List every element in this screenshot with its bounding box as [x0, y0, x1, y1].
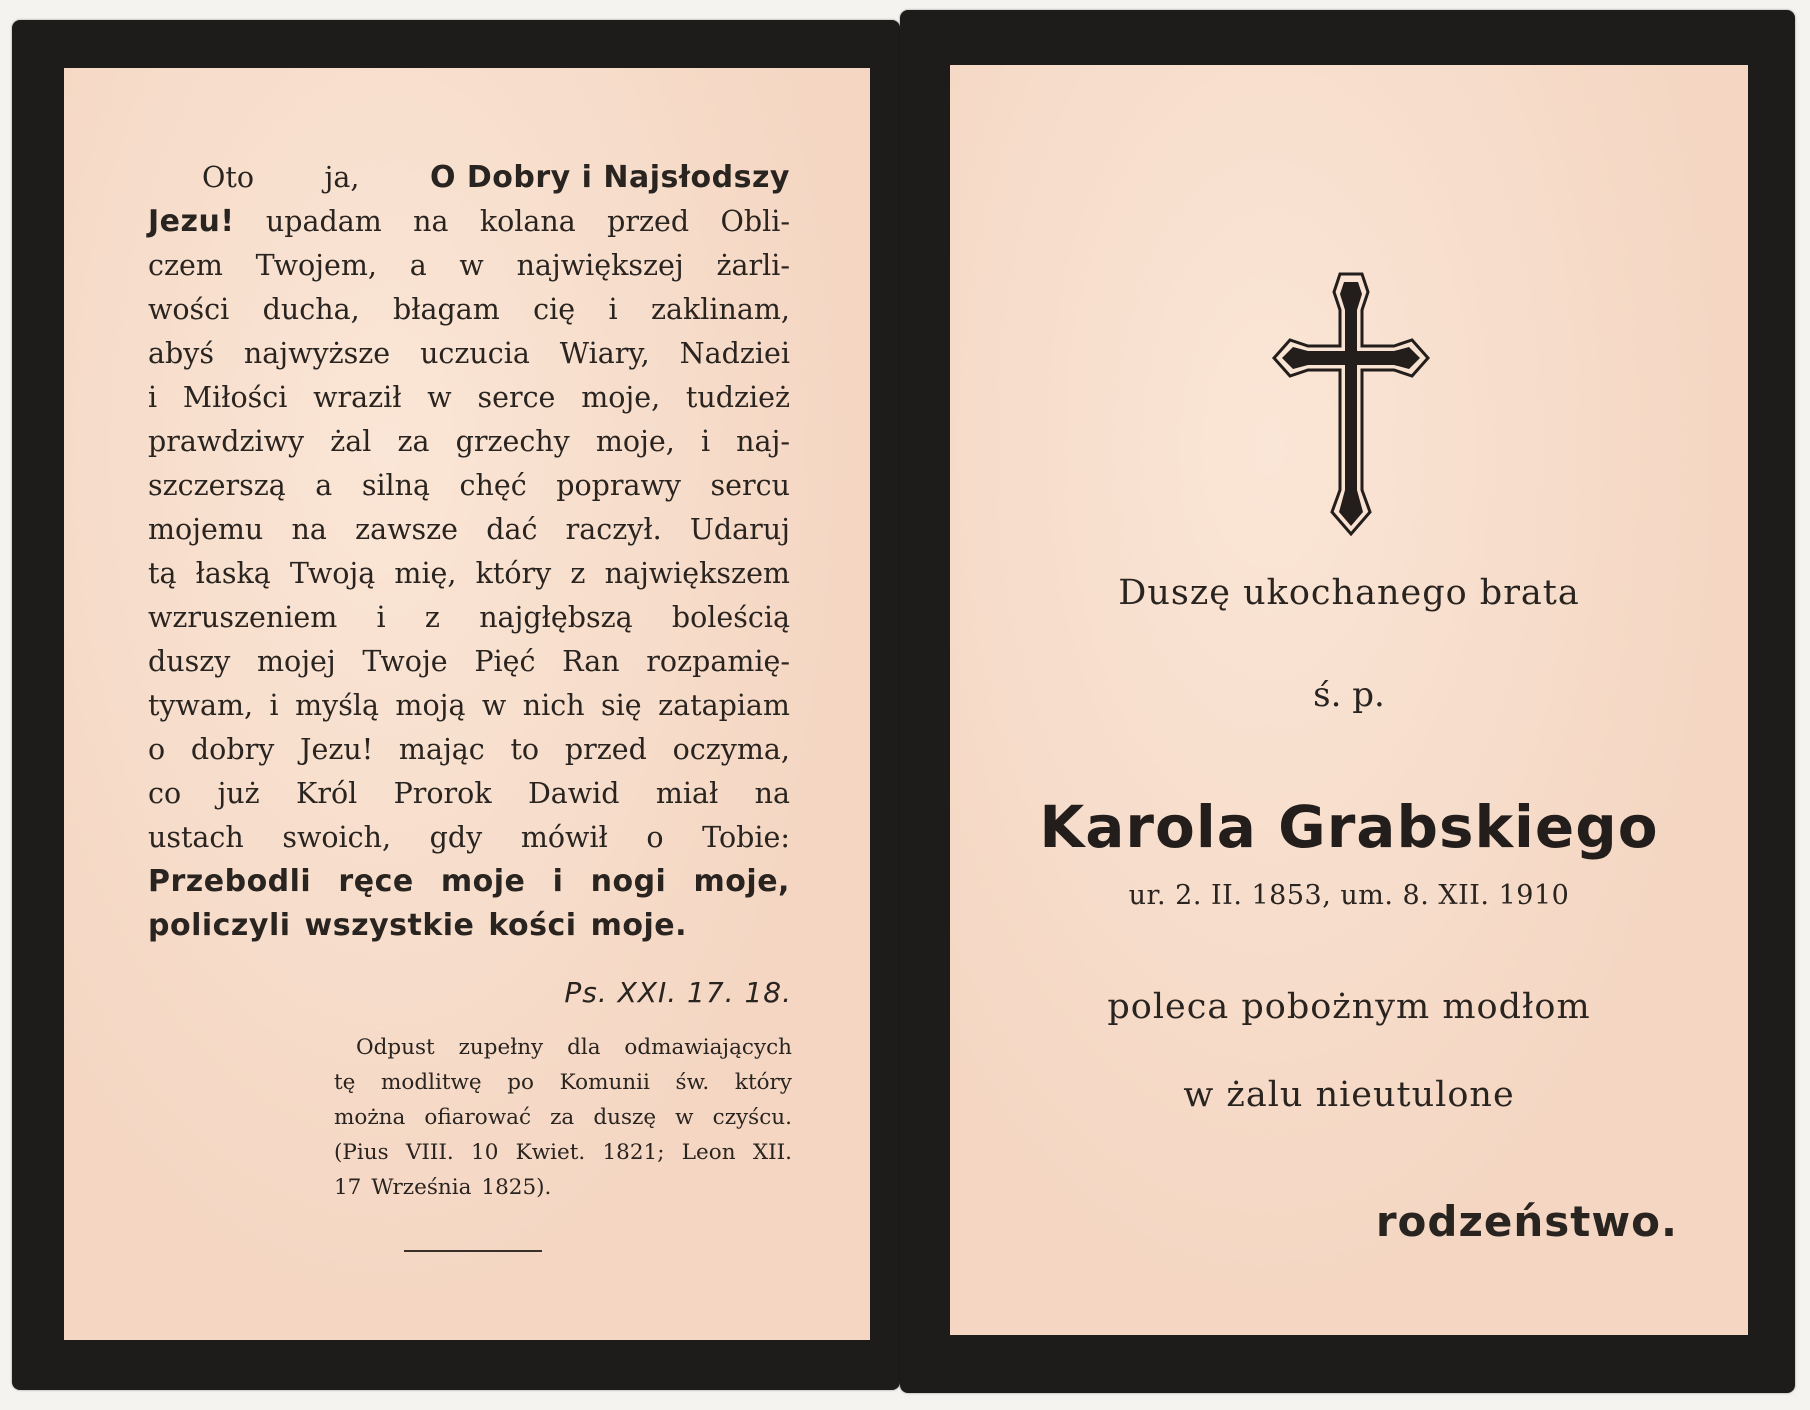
- indulgence-word: w: [675, 1105, 694, 1130]
- prayer-word: wraził: [313, 381, 402, 414]
- prayer-line: [148, 156, 790, 200]
- prayer-word: najwyższe: [243, 337, 391, 370]
- cross-icon: [1270, 268, 1432, 538]
- prayer-word: ustach: [148, 821, 244, 854]
- prayer-word: ducha,: [262, 293, 360, 326]
- prayer-line: [148, 420, 790, 464]
- prayer-word: Jezu!: [148, 204, 235, 239]
- prayer-line: [148, 640, 790, 684]
- prayer-word: Pięć: [474, 645, 536, 678]
- prayer-word: i: [148, 381, 158, 414]
- prayer-word: rozpamię-: [646, 645, 790, 678]
- prayer-word: Miłości: [182, 381, 288, 414]
- prayer-word: moje: [440, 864, 526, 899]
- prayer-word: i: [269, 689, 279, 722]
- prayer-word: Twoje: [362, 645, 448, 678]
- prayer-word: na: [291, 513, 327, 546]
- indulgence-word: 1821;: [602, 1140, 665, 1165]
- prayer-word: zatapiam: [658, 689, 790, 722]
- prayer-word: poprawy: [556, 469, 681, 502]
- prayer-word: i: [700, 425, 711, 458]
- indulgence-word: ofiarować: [424, 1105, 532, 1130]
- dedication-line: Duszę ukochanego brata: [1118, 573, 1580, 613]
- prayer-word: za: [397, 425, 430, 458]
- prayer-word: moje,: [595, 425, 675, 458]
- indulgence-word: VIII.: [405, 1140, 454, 1165]
- prayer-word: szczerszą: [148, 469, 286, 502]
- prayer-word: gdy: [429, 821, 483, 854]
- prayer-word: cię: [533, 293, 576, 326]
- prayer-word: dać: [486, 513, 538, 546]
- psalm-citation: Ps. XXI. 17. 18.: [564, 976, 792, 1009]
- prayers-line: poleca pobożnym modłom: [1107, 987, 1591, 1027]
- prayer-word: co: [148, 777, 182, 810]
- prayer-word: moje,: [693, 864, 790, 899]
- prayer-word: raczył.: [565, 513, 662, 546]
- prayer-word: tudzież: [685, 381, 790, 414]
- indulgence-word: tę: [334, 1070, 356, 1095]
- indulgence-line: [334, 1170, 792, 1205]
- prayer-word: duszy: [148, 645, 231, 678]
- prayer-word: mając: [398, 733, 485, 766]
- indulgence-line: [334, 1030, 792, 1065]
- abbreviation-line: ś. p.: [1313, 675, 1385, 715]
- prayer-word: błagam: [393, 293, 500, 326]
- prayer-word: przed: [564, 733, 647, 766]
- prayer-word: chęć: [459, 469, 527, 502]
- prayer-word: Prorok: [393, 777, 492, 810]
- prayer-word: w: [427, 381, 452, 414]
- prayer-word: wzruszeniem: [148, 601, 338, 634]
- prayer-word: Dawid: [527, 777, 620, 810]
- prayer-word: z: [424, 601, 440, 634]
- indulgence-word: można: [334, 1105, 406, 1130]
- prayer-line: [148, 816, 790, 860]
- indulgence-word: za: [550, 1105, 575, 1130]
- indulgence-word: Kwiet.: [515, 1140, 586, 1165]
- right-page: [950, 65, 1748, 1335]
- prayer-word: swoich,: [282, 821, 392, 854]
- indulgence-line: [334, 1100, 792, 1135]
- prayer-line: [148, 728, 790, 772]
- prayer-word: mówił: [520, 821, 608, 854]
- indulgence-word: zupełny: [458, 1035, 544, 1060]
- prayer-word: Twojem,: [255, 249, 377, 282]
- prayer-word: mię,: [394, 557, 457, 590]
- prayer-word: Udaruj: [689, 513, 790, 546]
- prayer-word: prawdziwy: [148, 425, 305, 458]
- prayer-word: miał: [655, 777, 719, 810]
- indulgence-word: czyścu.: [712, 1105, 792, 1130]
- prayer-word: największem: [604, 557, 790, 590]
- prayer-line: [148, 508, 790, 552]
- prayer-word: silną: [361, 469, 431, 502]
- prayer-word: serce: [477, 381, 556, 414]
- prayer-word: kości: [488, 908, 577, 943]
- prayer-word: mojej: [257, 645, 336, 678]
- indulgence-word: modlitwę: [381, 1070, 482, 1095]
- prayer-word: zawsze: [355, 513, 458, 546]
- prayer-word: wszystkie: [304, 908, 475, 943]
- prayer-word: nich: [522, 689, 585, 722]
- prayer-word: o: [148, 733, 166, 766]
- prayer-word: Jezu!: [300, 733, 374, 766]
- indulgence-word: który: [734, 1070, 792, 1095]
- prayer-word: grzechy: [455, 425, 570, 458]
- prayer-text: [148, 156, 790, 948]
- prayer-word: ja,: [324, 161, 360, 194]
- prayer-word: Król: [296, 777, 358, 810]
- indulgence-word: (Pius: [334, 1140, 389, 1165]
- prayer-word: O Dobry i Najsłodszy: [429, 160, 790, 195]
- prayer-word: w: [459, 249, 484, 282]
- prayer-word: najgłębszą: [479, 601, 633, 634]
- prayer-word: boleścią: [671, 601, 790, 634]
- prayer-word: i: [608, 293, 618, 326]
- prayer-word: na: [413, 205, 449, 238]
- indulgence-line: [334, 1065, 792, 1100]
- prayer-word: Przebodli: [148, 864, 312, 899]
- prayer-word: i: [552, 864, 564, 899]
- prayer-word: z: [570, 557, 586, 590]
- prayer-word: nogi: [590, 864, 667, 899]
- prayer-word: w: [481, 689, 507, 722]
- prayer-line: [148, 596, 790, 640]
- prayer-word: Nadziei: [679, 337, 790, 370]
- prayer-word: o: [646, 821, 664, 854]
- prayer-word: kolana: [479, 205, 576, 238]
- signature: rodzeństwo.: [1375, 1197, 1678, 1246]
- indulgence-word: Odpust: [356, 1035, 435, 1060]
- indulgence-word: XII.: [752, 1140, 792, 1165]
- prayer-word: żal: [330, 425, 372, 458]
- prayer-word: się: [601, 689, 642, 722]
- prayer-line: [148, 288, 790, 332]
- indulgence-line: [334, 1135, 792, 1170]
- prayer-word: dobry: [190, 733, 275, 766]
- prayer-line: [148, 552, 790, 596]
- prayer-line: [148, 376, 790, 420]
- prayer-word: zaklinam,: [651, 293, 790, 326]
- prayer-word: już: [217, 777, 260, 810]
- indulgence-word: po: [507, 1070, 534, 1095]
- prayer-word: mojemu: [148, 513, 264, 546]
- prayer-word: Twoją: [289, 557, 376, 590]
- prayer-word: policzyli: [148, 908, 291, 943]
- prayer-word: to: [510, 733, 540, 766]
- prayer-word: oczyma,: [672, 733, 790, 766]
- prayer-word: ręce: [338, 864, 414, 899]
- prayer-word: łaską: [195, 557, 271, 590]
- indulgence-word: św.: [675, 1070, 710, 1095]
- prayer-line: [148, 904, 790, 948]
- left-card: [12, 20, 900, 1390]
- prayer-word: a: [315, 469, 333, 502]
- prayer-word: przed: [607, 205, 690, 238]
- prayer-word: moje,: [581, 381, 661, 414]
- prayer-word: czem: [148, 249, 223, 282]
- life-dates: ur. 2. II. 1853, um. 8. XII. 1910: [1128, 880, 1570, 911]
- prayer-word: Wiary,: [559, 337, 650, 370]
- indulgence-word: dla: [567, 1035, 601, 1060]
- grief-line: w żalu nieutulone: [1183, 1075, 1515, 1115]
- prayer-word: tywam,: [148, 689, 254, 722]
- prayer-line: [148, 684, 790, 728]
- indulgence-word: Komunii: [559, 1070, 650, 1095]
- prayer-word: i: [376, 601, 386, 634]
- indulgence-word: 10: [471, 1140, 499, 1165]
- prayer-line: [148, 772, 790, 816]
- deceased-name: Karola Grabskiego: [1039, 793, 1659, 861]
- prayer-word: a: [409, 249, 427, 282]
- indulgence-word: Września: [371, 1175, 472, 1200]
- prayer-word: największej: [516, 249, 684, 282]
- prayer-word: Tobie:: [702, 821, 790, 854]
- prayer-line: [148, 200, 790, 244]
- indulgence-note: [334, 1030, 792, 1205]
- indulgence-word: odmawiających: [624, 1035, 792, 1060]
- prayer-word: na: [754, 777, 790, 810]
- prayer-word: naj-: [736, 425, 790, 458]
- prayer-word: upadam: [265, 205, 382, 238]
- prayer-word: wości: [148, 293, 230, 326]
- prayer-word: Ran: [562, 645, 620, 678]
- prayer-line: [148, 860, 790, 904]
- indulgence-word: 17: [334, 1175, 362, 1200]
- prayer-line: [148, 244, 790, 288]
- right-card: [900, 10, 1795, 1393]
- prayer-word: abyś: [148, 337, 214, 370]
- indulgence-word: Leon: [681, 1140, 736, 1165]
- prayer-word: żarli-: [716, 249, 790, 282]
- prayer-word: sercu: [710, 469, 790, 502]
- prayer-word: uczucia: [420, 337, 530, 370]
- prayer-word: Oto: [202, 161, 254, 194]
- prayer-word: który: [475, 557, 552, 590]
- divider: [404, 1250, 542, 1252]
- prayer-line: [148, 332, 790, 376]
- left-page: [64, 68, 870, 1340]
- prayer-line: [148, 464, 790, 508]
- indulgence-word: duszę: [593, 1105, 657, 1130]
- prayer-word: Obli-: [720, 205, 790, 238]
- prayer-word: myślą: [295, 689, 379, 722]
- prayer-word: moje.: [590, 908, 687, 943]
- indulgence-word: 1825).: [481, 1175, 552, 1200]
- prayer-word: moją: [395, 689, 466, 722]
- prayer-word: tą: [148, 557, 177, 590]
